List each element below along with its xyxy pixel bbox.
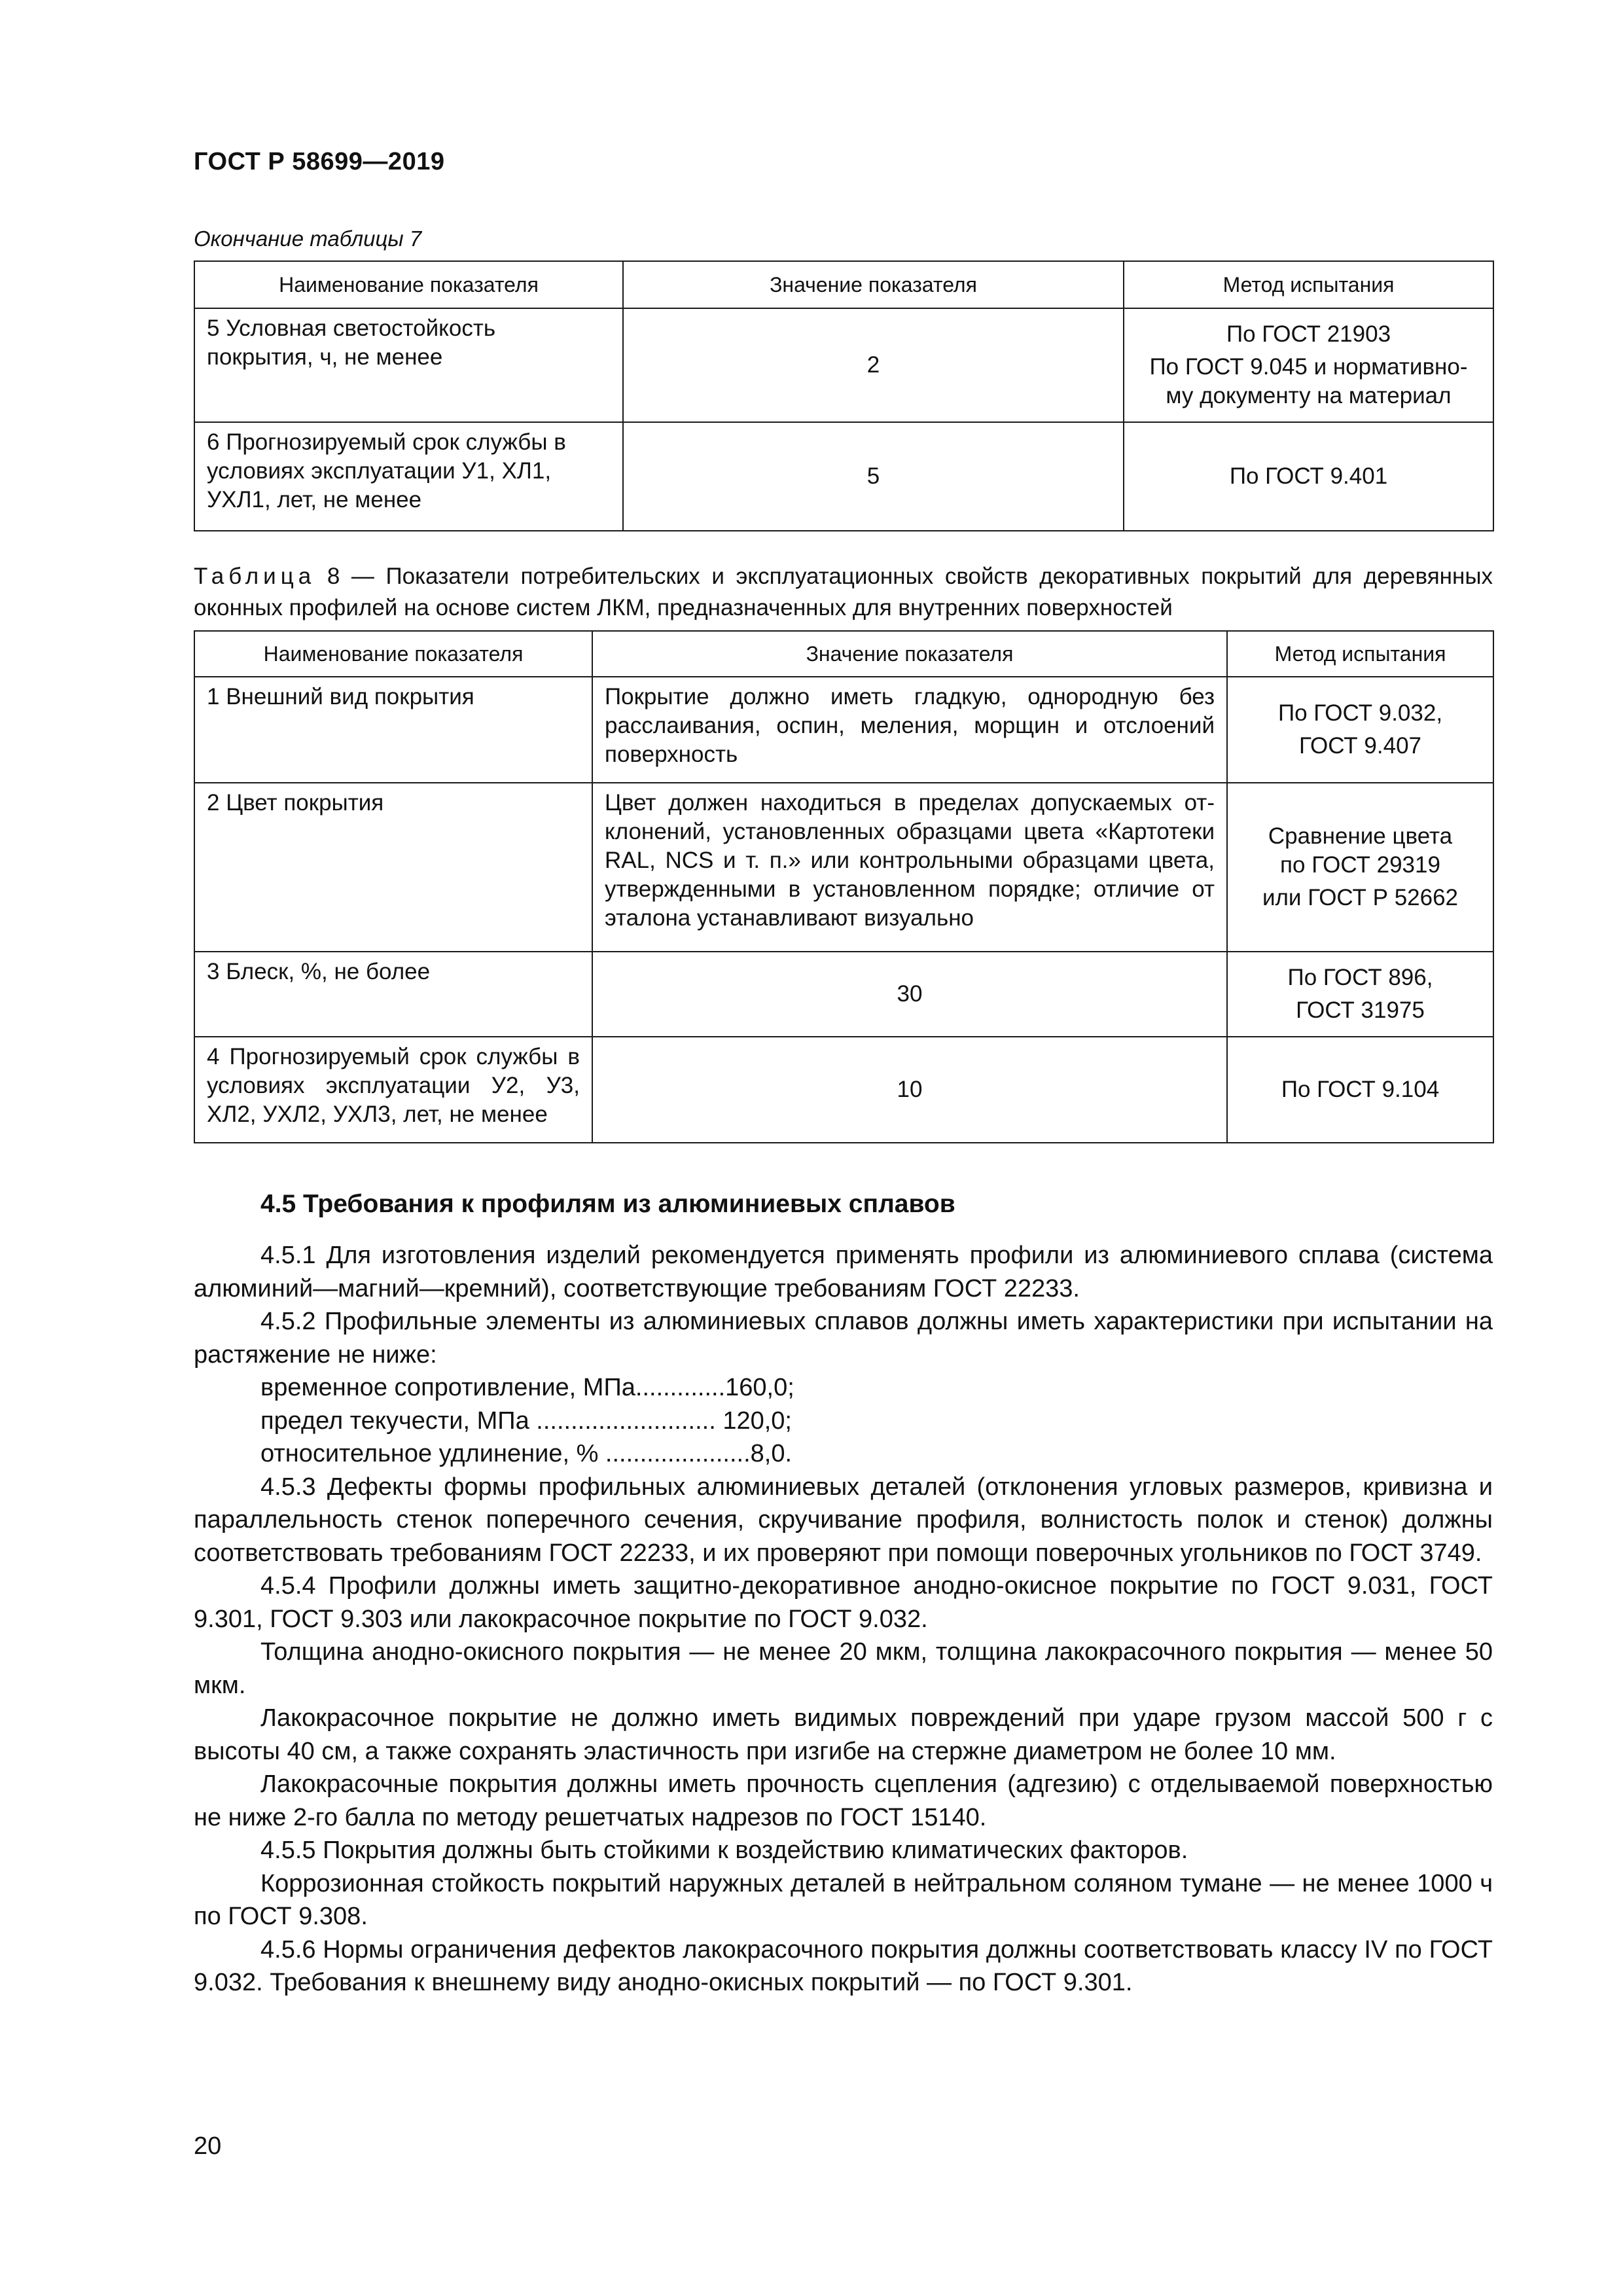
paragraph-4-5-4: 4.5.4 Профили должны иметь защитно-декоративное анодно-окисное покрытие по ГОСТ 9.031, ГОСТ 9.301, ГОСТ 9.303 или лакокрасочное покрытие по ГОСТ 9.032. [194,1572,1493,1633]
paragraph: Коррозионная стойкость покрытий наружных деталей в нейтральном соляном тумане — не менее 1000 ч по ГОСТ 9.308. [194,1869,1493,1930]
table-row [194,1037,1493,1143]
table7-col-method: Метод испытания [1124,261,1493,308]
table7-col-name: Наименование показателя [194,261,623,308]
paragraph-4-5-1: 4.5.1 Для изготовления изделий рекомендуется применять профили из алюминиевого сплава (система алюминий—магний—кремний), соответствующие требованиям ГОСТ 22233. [194,1242,1493,1302]
table8-row1-value: Покрытие должно иметь гладкую, однородную без расслаивания, оспин, меления, морщин и отслоений поверхность [592,677,1227,783]
table7-row1-name: 5 Условная светостойкость покрытия, ч, не менее [194,308,623,422]
document-header: ГОСТ Р 58699—2019 [194,148,445,175]
list-item: относительное удлинение, % .....................8,0. [260,1440,793,1467]
table8-row2-name: 2 Цвет покрытия [194,783,592,952]
table7-header-row [194,261,1493,308]
section-body [194,1239,1493,2000]
table8-row3-value: 30 [592,952,1227,1037]
table8-header-row [194,631,1493,677]
table7-row1-value: 2 [623,308,1124,422]
table8-col-name: Наименование показателя [194,631,592,677]
table8-row1-name: 1 Внешний вид покрытия [194,677,592,783]
table8-row4-method: По ГОСТ 9.104 [1227,1037,1493,1143]
paragraph: Лакокрасочные покрытия должны иметь прочность сцепления (адгезию) с отделываемой поверхностью не ниже 2-го балла по методу решетчатых надрезов по ГОСТ 15140. [194,1770,1493,1831]
paragraph-4-5-6: 4.5.6 Нормы ограничения дефектов лакокрасочного покрытия должны соответствовать классу IV по ГОСТ 9.032. Требования к внешнему виду анодно-окисных покрытий — по ГОСТ 9.301. [194,1935,1493,1996]
section-heading: 4.5 Требования к профилям из алюминиевых сплавов [260,1190,955,1218]
paragraph: Лакокрасочное покрытие не должно иметь видимых повреждений при ударе грузом массой 500 г с высоты 40 см, а также сохранять эластичность при изгибе на стержне диаметром не более 10 мм. [194,1704,1493,1765]
paragraph: Толщина анодно-окисного покрытия — не менее 20 мкм, толщина лакокрасочного покрытия — менее 50 мкм. [194,1638,1493,1699]
table8-row3-method: По ГОСТ 896, ГОСТ 31975 [1227,952,1493,1037]
table8-row4-value: 10 [592,1037,1227,1143]
table-7 [194,260,1494,531]
table8-caption-text: 8 — Показатели потребительских и эксплуатационных свойств декоративных покрытий для деревянных оконных профилей на основе систем ЛКМ, предназначенных для внутренних поверхностей [194,564,1493,620]
table7-row2-method: По ГОСТ 9.401 [1124,422,1493,531]
table8-caption [194,561,1493,624]
table8-row4-name: 4 Прогнозируемый срок службы в условиях эксплуатации У2, У3, ХЛ2, УХЛ2, УХЛ3, лет, не менее [194,1037,592,1143]
table8-row3-name: 3 Блеск, %, не более [194,952,592,1037]
table7-row2-name: 6 Прогнозируемый срок службы в условиях эксплуатации У1, ХЛ1, УХЛ1, лет, не менее [194,422,623,531]
table7-row2-value: 5 [623,422,1124,531]
table-row [194,677,1493,783]
table8-col-value: Значение показателя [592,631,1227,677]
list-item: предел текучести, МПа .......................... 120,0; [260,1407,792,1435]
table7-col-value: Значение показателя [623,261,1124,308]
table8-caption-label: Таблица [194,564,316,589]
table-row [194,422,1493,531]
paragraph-4-5-5: 4.5.5 Покрытия должны быть стойкими к воздействию климатических факторов. [260,1837,1188,1864]
table8-col-method: Метод испытания [1227,631,1493,677]
table8-row2-value: Цвет должен находиться в пределах допускаемых отклонений, установленных образцами цвета «Картотеки RAL, NCS и т. п.» или контрольными образцами цвета, утвержденными в установленном порядке; отличие от эталона устанавливают визуально [592,783,1227,952]
table8-row1-method: По ГОСТ 9.032, ГОСТ 9.407 [1227,677,1493,783]
table-row [194,308,1493,422]
list-item: временное сопротивление, МПа.............160,0; [260,1374,794,1401]
table8-row2-method: Сравнение цвета по ГОСТ 29319 или ГОСТ Р 52662 [1227,783,1493,952]
table-row [194,783,1493,952]
table7-row1-method: По ГОСТ 21903 По ГОСТ 9.045 и нормативно- му документу на материал [1124,308,1493,422]
paragraph-4-5-3: 4.5.3 Дефекты формы профильных алюминиевых деталей (отклонения угловых размеров, кривизна и параллельность стенок поперечного сечения, скручивание профиля, волнистость полок и стенок) должны соответствовать требованиям ГОСТ 22233, и их проверяют при помощи поверочных угольников по ГОСТ 3749. [194,1473,1493,1567]
page-number: 20 [194,2132,222,2160]
table-8 [194,630,1494,1143]
table7-caption: Окончание таблицы 7 [194,226,422,251]
paragraph-4-5-2: 4.5.2 Профильные элементы из алюминиевых сплавов должны иметь характеристики при испытании на растяжение не ниже: [194,1308,1493,1369]
table-row [194,952,1493,1037]
